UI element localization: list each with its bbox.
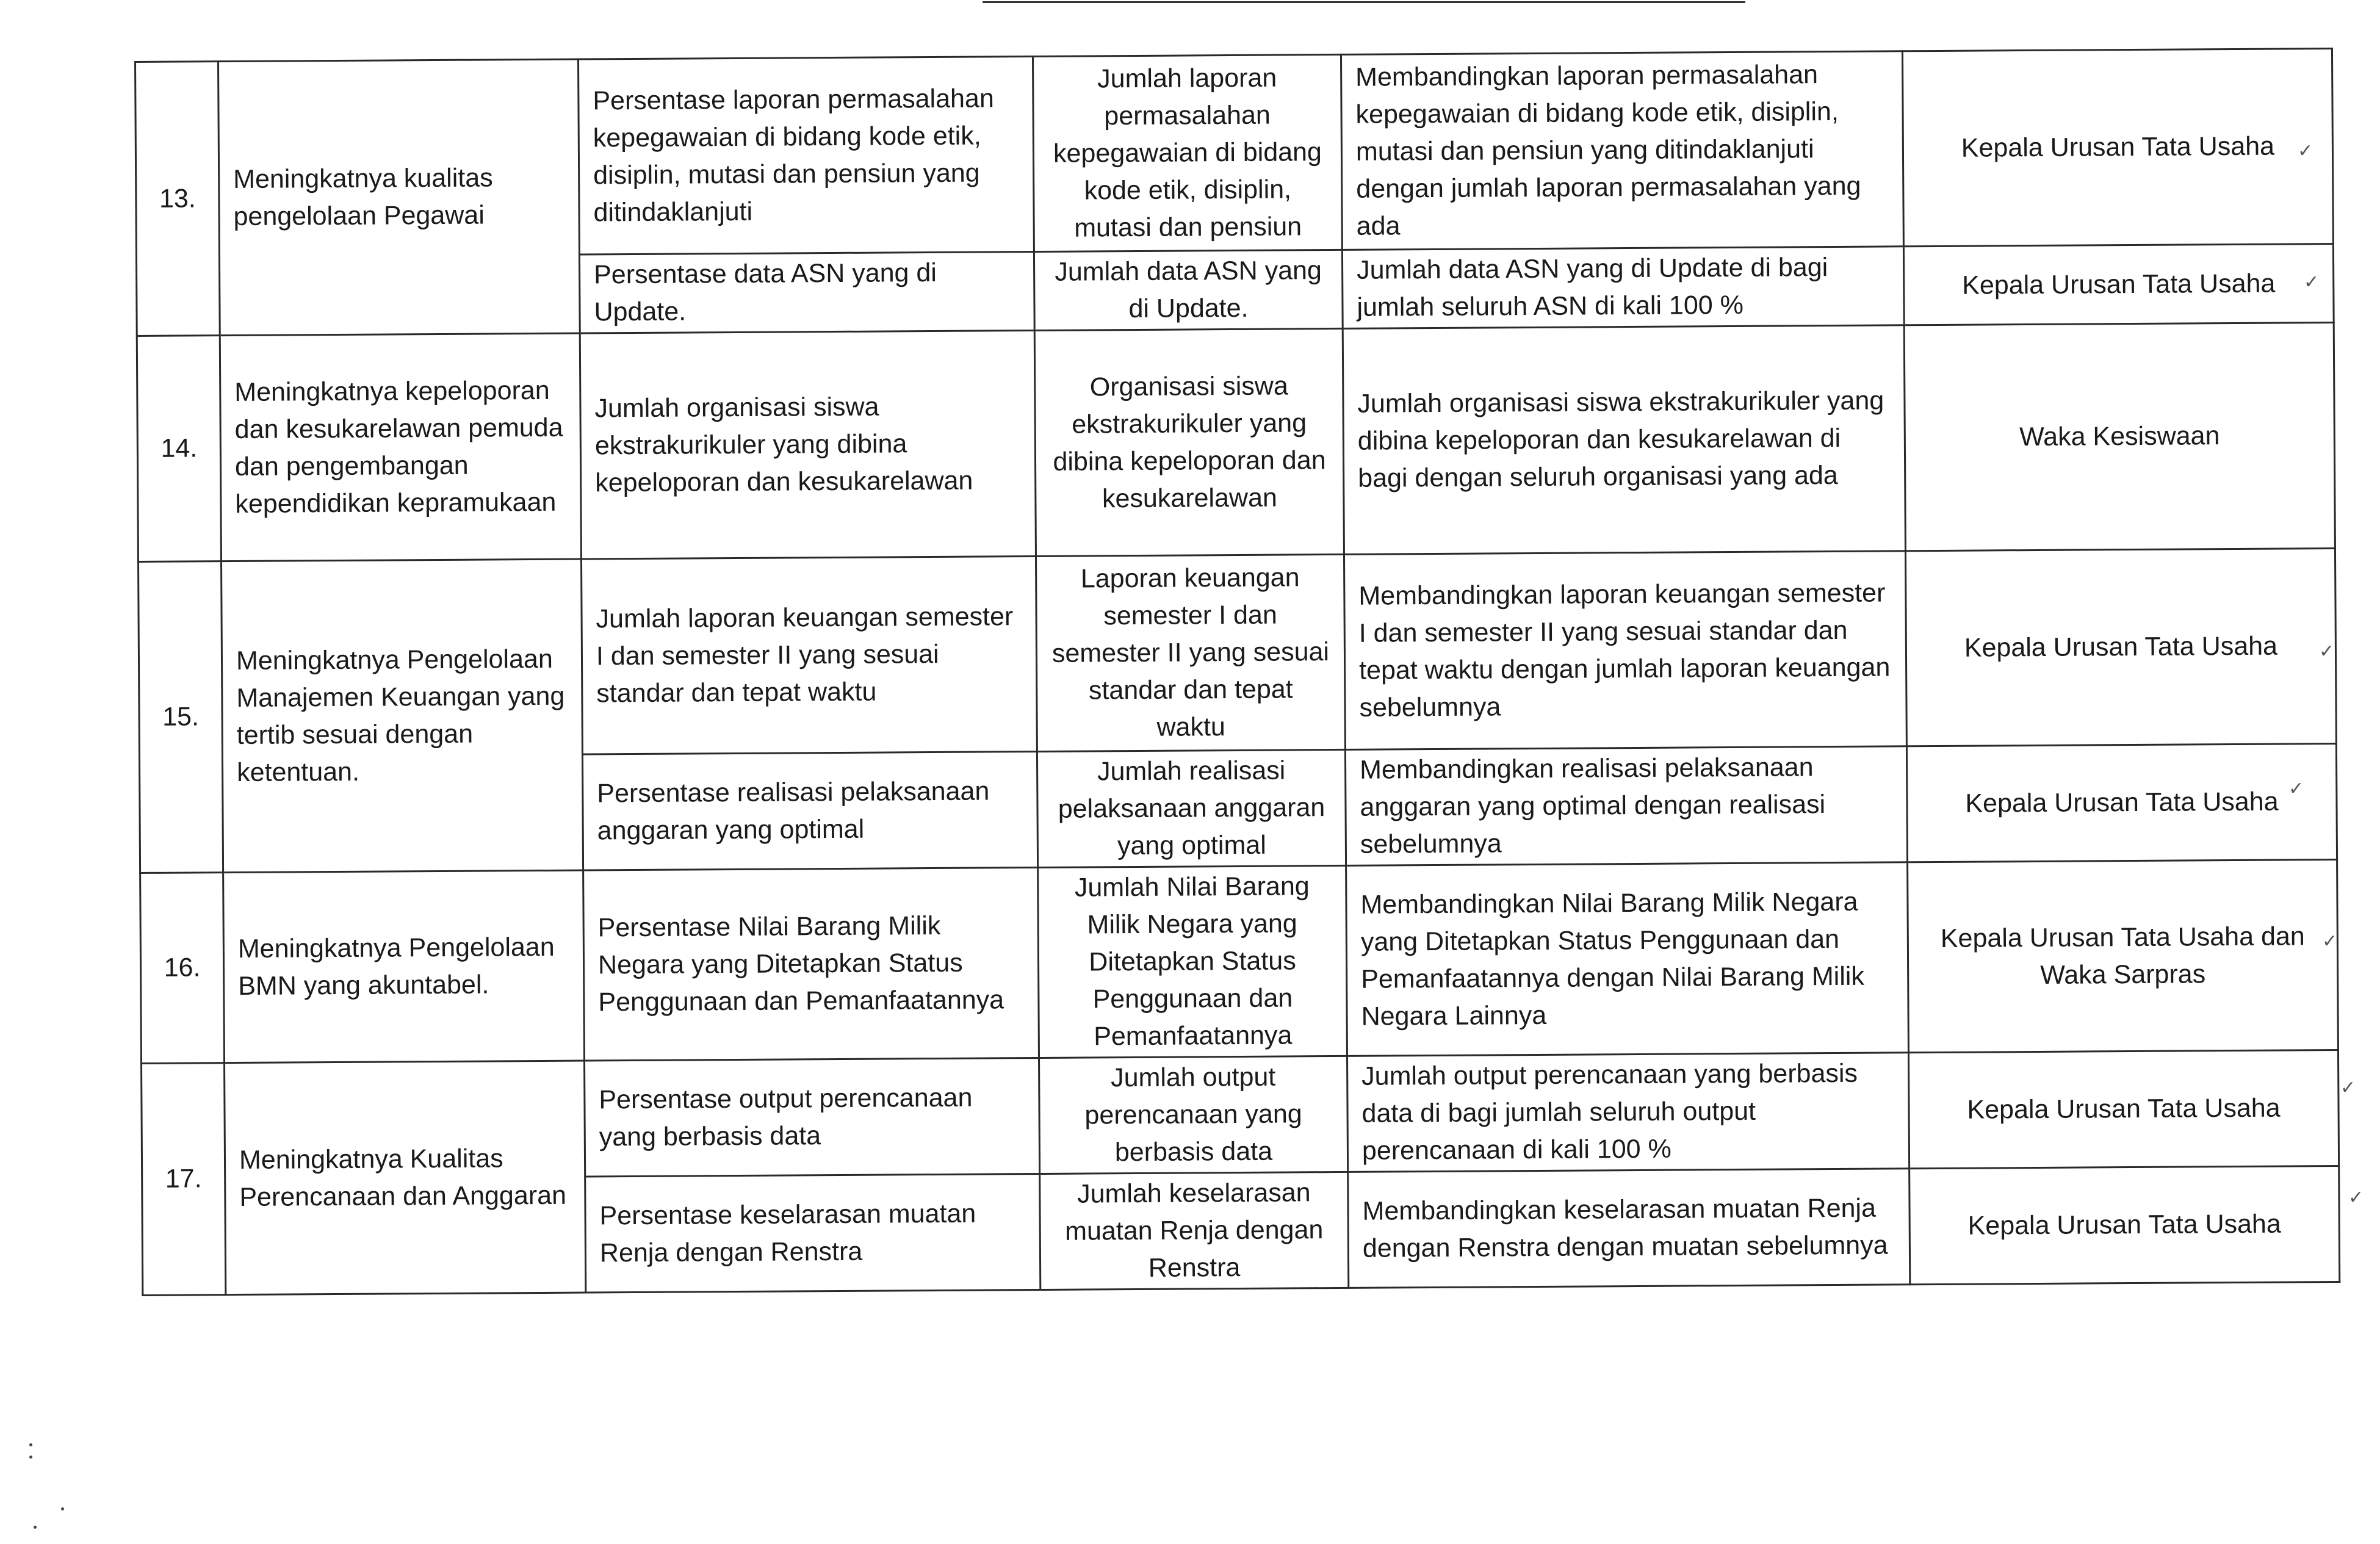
row-number: 15. [139,561,223,873]
definition-cell: Jumlah Nilai Barang Milik Negara yang Ditetapkan Status Penggunaan dan Pemanfaatannya [1038,865,1347,1058]
definition-cell: Jumlah realisasi pelaksanaan anggaran yang optimal [1037,749,1346,867]
definition-cell: Jumlah data ASN yang di Update. [1034,250,1343,330]
check-mark-icon: ✓ [2348,1187,2364,1208]
indicator-cell: Persentase laporan permasalahan kepegawaian di bidang kode etik, disiplin, mutasi dan pensiun yang ditindaklanjuti [578,57,1034,255]
check-mark-icon: ✓ [2298,140,2313,162]
table-row [135,48,2334,257]
responsible-cell: Kepala Urusan Tata Usaha [1902,48,2333,246]
indicator-cell: Jumlah organisasi siswa ekstrakurikuler yang dibina kepeloporan dan kesukarelawan [580,330,1036,559]
scan-speck [29,1443,32,1446]
indicator-cell: Persentase data ASN yang di Update. [579,251,1034,333]
indicator-cell: Persentase output perencanaan yang berbasis data [585,1058,1040,1177]
formula-cell: Jumlah output perencanaan yang berbasis data di bagi jumlah seluruh output perencanaan di kali 100 % [1347,1053,1909,1172]
indicator-cell: Jumlah laporan keuangan semester I dan semester II yang sesuai standar dan tepat waktu [581,556,1037,754]
definition-cell: Jumlah output perencanaan yang berbasis data [1039,1056,1348,1174]
check-mark-icon: ✓ [2319,641,2335,662]
scan-speck [61,1507,64,1510]
table-row [139,548,2337,757]
indicator-cell: Persentase keselarasan muatan Renja dengan Renstra [585,1174,1040,1293]
check-mark-icon: ✓ [2304,272,2320,293]
row-number: 13. [135,62,220,336]
responsible-cell: Kepala Urusan Tata Usaha [1905,548,2336,746]
check-mark-icon: ✓ [2288,778,2304,799]
formula-cell: Membandingkan realisasi pelaksanaan anggaran yang optimal dengan realisasi sebelumnya [1345,746,1907,866]
definition-cell: Jumlah laporan permasalahan kepegawaian di bidang kode etik, disiplin, mutasi dan pensiun [1033,54,1342,251]
formula-cell: Membandingkan laporan keuangan semester I dan semester II yang sesuai standar dan tepat waktu dengan jumlah laporan keuangan sebelumnya [1344,551,1906,750]
objective-cell: Meningkatnya Kualitas Perencanaan dan Anggaran [225,1061,586,1295]
top-rule [983,1,1745,3]
responsible-cell: Kepala Urusan Tata Usaha [1906,743,2337,862]
objective-cell: Meningkatnya Pengelolaan Manajemen Keuangan yang tertib sesuai dengan ketentuan. [222,559,583,873]
indicator-cell: Persentase Nilai Barang Milik Negara yang Ditetapkan Status Penggunaan dan Pemanfaatannya [583,867,1039,1061]
responsible-cell: Kepala Urusan Tata Usaha [1908,1050,2339,1168]
responsible-cell: Kepala Urusan Tata Usaha [1909,1166,2340,1284]
definition-cell: Laporan keuangan semester I dan semester II yang sesuai standar dan tepat waktu [1036,554,1345,751]
table-row [137,322,2335,561]
formula-cell: Jumlah data ASN yang di Update di bagi jumlah seluruh ASN di kali 100 % [1342,247,1904,329]
formula-cell: Jumlah organisasi siswa ekstrakurikuler yang dibina kepeloporan dan kesukarelawan di bagi dengan seluruh organisasi yang ada [1343,325,1905,555]
scan-speck [29,1456,32,1459]
responsible-cell: Kepala Urusan Tata Usaha dan Waka Sarpras [1908,859,2339,1052]
objective-cell: Meningkatnya kepeloporan dan kesukarelawan pemuda dan pengembangan kependidikan kepramukaan [220,333,581,561]
row-number: 16. [140,873,225,1064]
row-number: 17. [142,1063,226,1296]
formula-cell: Membandingkan keselarasan muatan Renja dengan Renstra dengan muatan sebelumnya [1348,1169,1910,1288]
table-row [140,859,2339,1063]
scan-speck [34,1526,37,1529]
row-number: 14. [137,336,221,562]
objective-cell: Meningkatnya Pengelolaan BMN yang akuntabel. [223,870,585,1063]
performance-indicator-table [134,48,2340,1296]
check-mark-icon: ✓ [2340,1077,2356,1098]
responsible-cell: Kepala Urusan Tata Usaha [1903,244,2334,325]
objective-cell: Meningkatnya kualitas pengelolaan Pegawai [218,59,580,336]
responsible-cell: Waka Kesiswaan [1904,322,2335,550]
table-row [142,1050,2339,1179]
formula-cell: Membandingkan laporan permasalahan kepegawaian di bidang kode etik, disiplin, mutasi dan pensiun yang ditindaklanjuti dengan jumlah laporan permasalahan yang ada [1341,51,1903,250]
formula-cell: Membandingkan Nilai Barang Milik Negara yang Ditetapkan Status Penggunaan dan Pemanfaatannya dengan Nilai Barang Milik Negara Lainnya [1346,862,1909,1056]
definition-cell: Jumlah keselarasan muatan Renja dengan Renstra [1040,1172,1349,1290]
indicator-cell: Persentase realisasi pelaksanaan anggaran yang optimal [582,751,1037,870]
definition-cell: Organisasi siswa ekstrakurikuler yang dibina kepeloporan dan kesukarelawan [1034,328,1344,556]
check-mark-icon: ✓ [2322,931,2338,952]
